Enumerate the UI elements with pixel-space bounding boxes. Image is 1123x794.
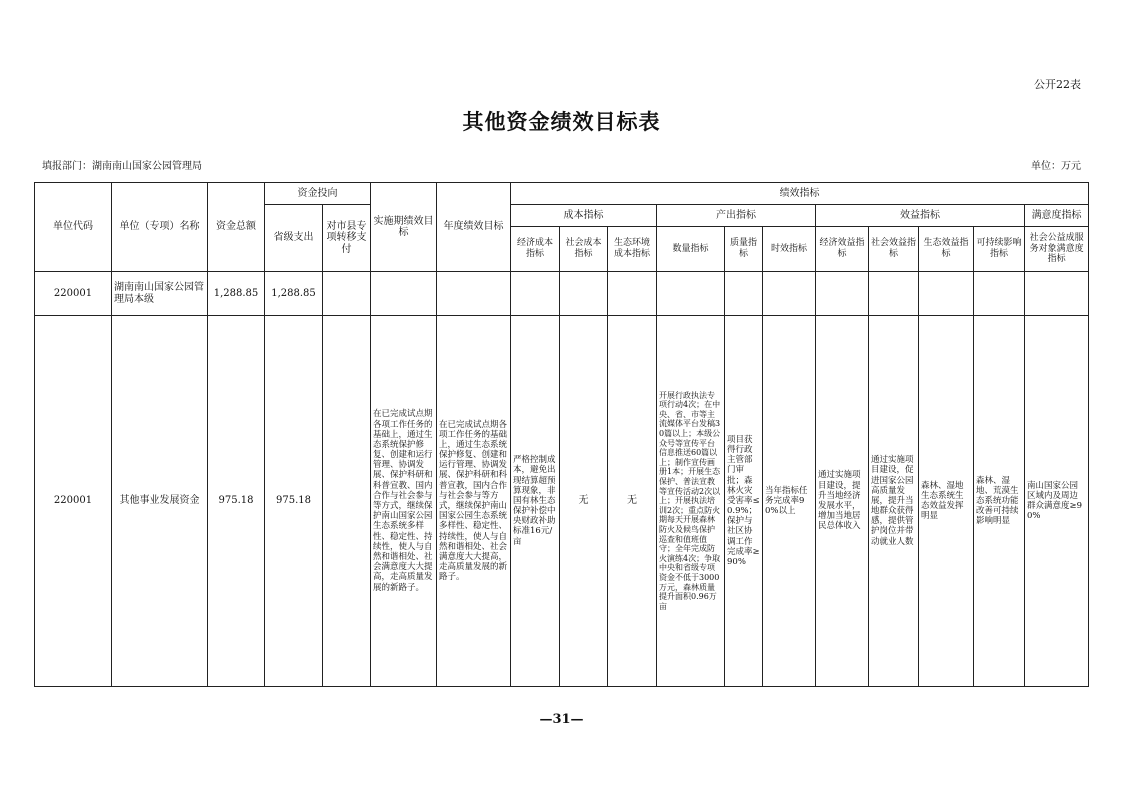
row-quantity [657, 272, 725, 316]
row-social-benefit [869, 272, 919, 316]
header-annual-target: 年度绩效目标 [437, 183, 511, 272]
row-code: 220001 [35, 272, 112, 316]
header-social-benefit: 社会效益指标 [869, 227, 919, 272]
table-row [35, 272, 1089, 316]
row-quality [725, 272, 763, 316]
header-output: 产出指标 [657, 205, 816, 227]
row-total: 975.18 [208, 316, 265, 687]
row-name: 湖南南山国家公园管理局本级 [112, 272, 208, 316]
header-eco-cost: 生态环境成本指标 [608, 227, 657, 272]
row-econ-cost: 严格控制成本，避免出现结算超预算现象，非国有林生态保护补偿中央财政补助标准16元/亩 [511, 316, 560, 687]
currency-unit: 单位：万元 [1031, 161, 1081, 172]
performance-target-table [34, 182, 1089, 687]
header-quantity: 数量指标 [657, 227, 725, 272]
row-county [323, 272, 371, 316]
header-perf-indicators: 绩效指标 [511, 183, 1089, 205]
header-total: 资金总额 [208, 183, 265, 272]
row-econ-benefit [816, 272, 869, 316]
row-satisfaction: 南山国家公园区域内及周边群众满意度≥90% [1025, 316, 1089, 687]
header-eco-benefit: 生态效益指标 [919, 227, 974, 272]
row-social-cost [560, 272, 608, 316]
header-service-satisfaction: 社会公益成服务对象满意度指标 [1025, 227, 1089, 272]
header-benefit: 效益指标 [816, 205, 1025, 227]
row-provincial: 1,288.85 [265, 272, 323, 316]
row-timeliness [763, 272, 816, 316]
row-sustain: 森林、湿地、荒漠生态系统功能改善可持续影响明显 [974, 316, 1025, 687]
page-number: —31— [539, 712, 584, 727]
row-period-target: 在已完成试点期各项工作任务的基础上，通过生态系统保护修复、创建和运行管理、协调发展、保护科研和科普宣教、国内合作与社会参与等方式，继续保护南山国家公园生态系统多样性、稳定性、持续性，使人与自然和谐相处、社会满意度大大提高，走高质量发展的新路子。 [371, 316, 437, 687]
header-econ-cost: 经济成本指标 [511, 227, 560, 272]
table-row [35, 316, 1089, 687]
row-name: 其他事业发展资金 [112, 316, 208, 687]
row-social-benefit: 通过实施项目建设，促进国家公园高质量发展，提升当地群众获得感，提供管护岗位并带动就业人数 [869, 316, 919, 687]
row-timeliness: 当年指标任务完成率90%以上 [763, 316, 816, 687]
row-eco-benefit [919, 272, 974, 316]
header-unit-name: 单位（专项）名称 [112, 183, 208, 272]
row-annual-target: 在已完成试点期各项工作任务的基础上，通过生态系统保护修复、创建和运行管理、协调发展、保护科研和科普宣教，国内合作与社会参与等方式，继续保护南山国家公园生态系统多样性、稳定性、持续性，使人与自然和谐相处、社会满意度大大提高，走高质量发展的新路子。 [437, 316, 511, 687]
header-funding-direction: 资金投向 [265, 183, 371, 205]
filing-department: 填报部门：湖南南山国家公园管理局 [42, 161, 202, 172]
row-quantity: 开展行政执法专项行动4次；在中央、省、市等主流媒体平台发稿30篇以上；本级公众号等宣传平台信息推送60篇以上；制作宣传画册1本；开展生态保护、普法宣教等宣传活动2次以上；开展执法培训2次；重点防火期每天开展森林防火及候鸟保护巡查和值班值守；全年完成防火演练4次；争取中央和省级专项资金不低于3000万元，森林质量提升面积0.96万亩 [657, 316, 725, 687]
page-title: 其他资金绩效目标表 [462, 109, 661, 134]
row-code: 220001 [35, 316, 112, 687]
header-social-cost: 社会成本指标 [560, 227, 608, 272]
row-eco-cost: 无 [608, 316, 657, 687]
header-econ-benefit: 经济效益指标 [816, 227, 869, 272]
table-tag: 公开22表 [1034, 78, 1081, 91]
header-sustain: 可持续影响指标 [974, 227, 1025, 272]
row-sustain [974, 272, 1025, 316]
row-econ-benefit: 通过实施项目建设，提升当地经济发展水平，增加当地居民总体收入 [816, 316, 869, 687]
header-provincial: 省级支出 [265, 205, 323, 272]
row-eco-benefit: 森林、湿地生态系统生态效益发挥明显 [919, 316, 974, 687]
row-provincial: 975.18 [265, 316, 323, 687]
row-total: 1,288.85 [208, 272, 265, 316]
row-county [323, 316, 371, 687]
header-quality: 质量指标 [725, 227, 763, 272]
row-quality: 项目获得行政主管部门审批；森林火灾受害率≤0.9%；保护与社区协调工作完成率≥90% [725, 316, 763, 687]
row-period-target [371, 272, 437, 316]
header-satisfaction: 满意度指标 [1025, 205, 1089, 227]
row-satisfaction [1025, 272, 1089, 316]
row-social-cost: 无 [560, 316, 608, 687]
row-econ-cost [511, 272, 560, 316]
header-unit-code: 单位代码 [35, 183, 112, 272]
header-period-target: 实施期绩效目标 [371, 183, 437, 272]
row-eco-cost [608, 272, 657, 316]
header-county-transfer: 对市县专项转移支付 [323, 205, 371, 272]
header-cost: 成本指标 [511, 205, 657, 227]
row-annual-target [437, 272, 511, 316]
header-timeliness: 时效指标 [763, 227, 816, 272]
